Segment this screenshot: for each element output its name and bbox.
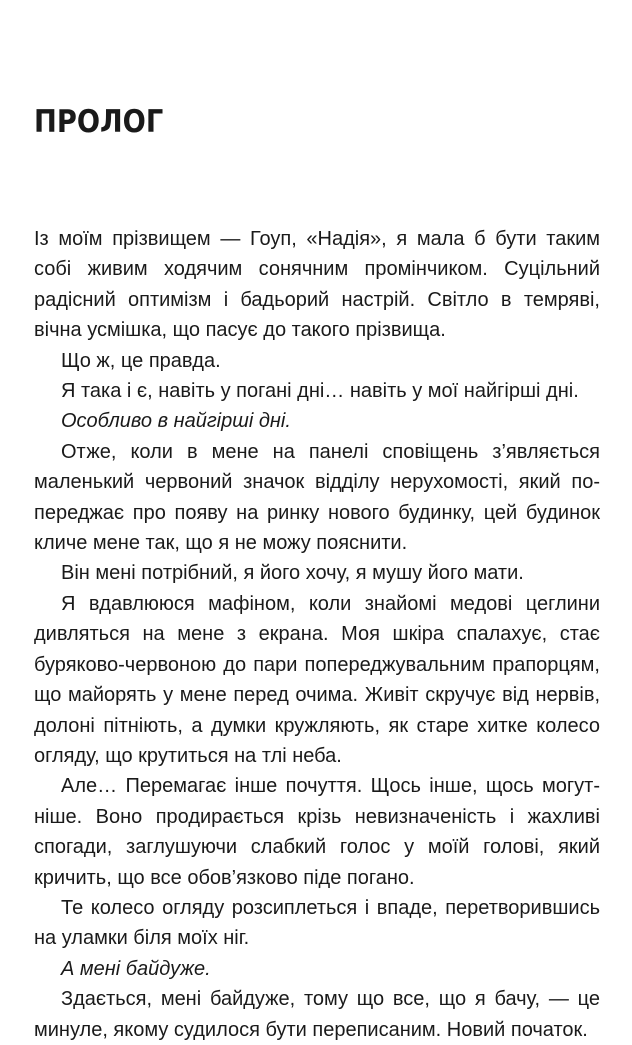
paragraph: Він мені потрібний, я його хочу, я мушу його мати.	[61, 562, 524, 585]
chapter-title: ПРОЛОГ	[34, 104, 164, 140]
chapter-body	[34, 224, 600, 1045]
paragraph: Але… Перемагає інше почуття. Щось інше, щось могутніше. Воно продирається крізь невизначеність і жахливі спогади, заглушуючи слабкий голос у моїй голові, який кричить, що все обов’язково піде погано.	[34, 775, 600, 889]
paragraph: Я вдавлююся мафіном, коли знайомі медові цеглини дивляться на мене з екрана. Моя шкіра спалахує, стає буряково-червоною до пари попереджувальним прапорцям, що майорять у мене перед очима. Живіт скручує від нервів, долоні пітніють, а думки кружляють, як старе хитке колесо огляду, що крутиться на тлі неба.	[34, 592, 600, 767]
paragraph: Отже, коли в мене на панелі сповіщень з’являється маленький червоний значок відділу нерухомості, який попереджає про появу на ринку нового будинку, цей будинок кличе мене так, що я не можу пояснити.	[34, 440, 600, 555]
paragraph-italic: Особливо в найгірші дні.	[61, 410, 291, 433]
paragraph: Здається, мені байдуже, тому що все, що я бачу, — це минуле, якому судилося бути переписаним. Новий початок.	[34, 988, 600, 1041]
paragraph: Що ж, це правда.	[61, 349, 221, 372]
paragraph: Із моїм прізвищем — Гоуп, «Надія», я мала б бути таким собі живим ходячим сонячним промінчиком. Суцільний радісний оптимізм і бадьорий настрій. Світло в темряві, вічна усмішка, що пасує до такого прізвища.	[34, 228, 600, 342]
paragraph-italic: А мені байдуже.	[61, 957, 211, 980]
paragraph: Те колесо огляду розсиплеться і впаде, перетворившись на уламки біля моїх ніг.	[34, 896, 600, 950]
paragraph: Я така і є, навіть у погані дні… навіть у мої найгірші дні.	[61, 380, 579, 403]
